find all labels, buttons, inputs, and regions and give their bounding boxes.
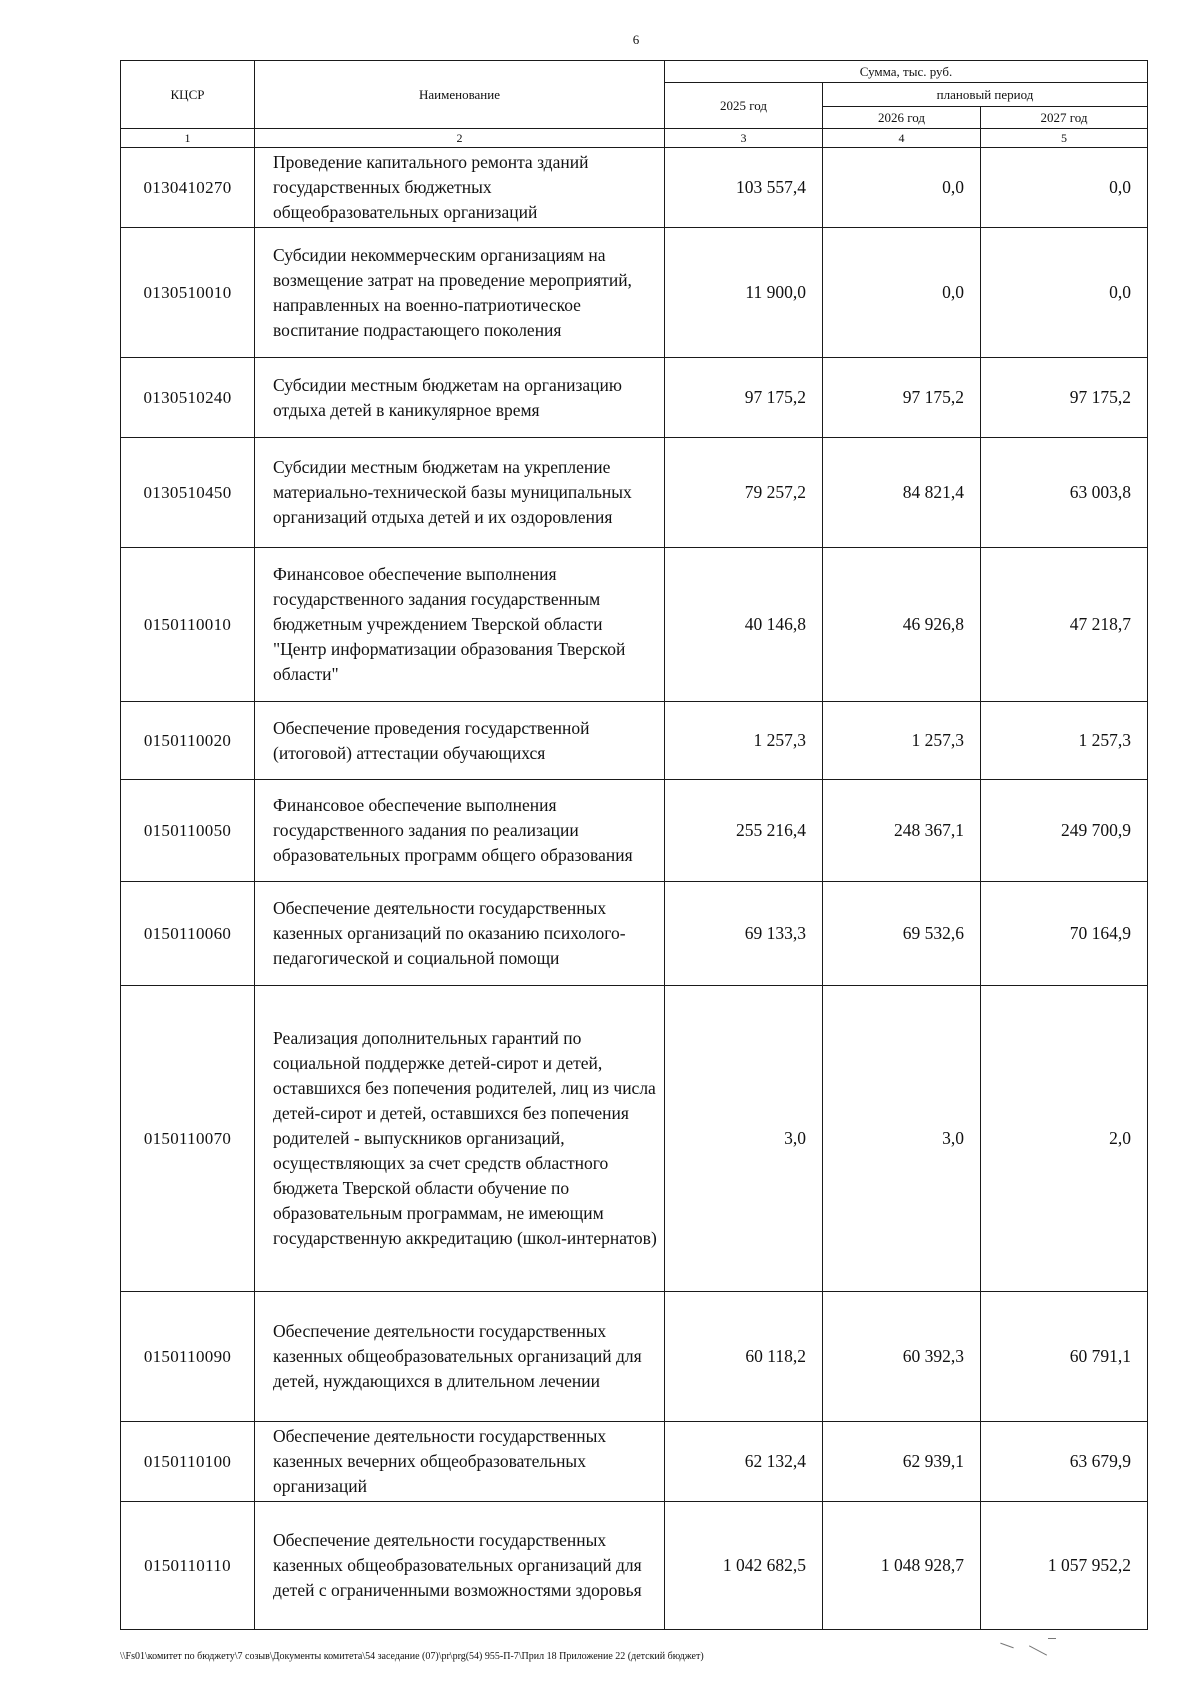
amount-2025: 255 216,4 — [665, 780, 823, 882]
item-name: Проведение капитального ремонта зданий государственных бюджетных общеобразовательных организаций — [255, 148, 665, 228]
amount-2025: 79 257,2 — [665, 438, 823, 548]
page-number: 6 — [632, 32, 640, 47]
header-num-3: 3 — [665, 129, 823, 148]
amount-2026: 69 532,6 — [823, 882, 981, 986]
kcsr-code: 0150110070 — [121, 986, 255, 1292]
header-num-1: 1 — [121, 129, 255, 148]
table-row — [121, 358, 1148, 438]
amount-2027: 0,0 — [981, 228, 1148, 358]
item-name: Обеспечение деятельности государственных казенных общеобразовательных организаций для детей с ограниченными возможностями здоровья — [255, 1502, 665, 1630]
amount-2027: 63 003,8 — [981, 438, 1148, 548]
amount-2026: 1 048 928,7 — [823, 1502, 981, 1630]
footer-file-path: \\Fs01\комитет по бюджету\7 созыв\Документы комитета\54 заседание (07)\pr\prg(54) 955-П-7\Прил 18 Приложение 22 (детский бюджет) — [120, 1651, 704, 1662]
header-name: Наименование — [255, 61, 665, 129]
amount-2026: 84 821,4 — [823, 438, 981, 548]
item-name: Финансовое обеспечение выполнения государственного задания государственным бюджетным учреждением Тверской области "Центр информатизации образования Тверской области" — [255, 548, 665, 702]
item-name: Реализация дополнительных гарантий по социальной поддержке детей-сирот и детей, оставшихся без попечения родителей, лиц из числа детей-сирот и детей, оставшихся без попечения родителей - выпускников организаций, осуществляющих за счет средств областного бюджета Тверской области обучение по образовательным программам, не имеющим государственную аккредитацию (школ-интернатов) — [255, 986, 665, 1292]
item-name: Субсидии местным бюджетам на укрепление материально-технической базы муниципальных организаций отдыха детей и их оздоровления — [255, 438, 665, 548]
amount-2025: 1 257,3 — [665, 702, 823, 780]
scan-artifact — [1029, 1645, 1047, 1655]
header-planned-period: плановый период — [823, 83, 1148, 107]
table-row — [121, 1292, 1148, 1422]
table-header — [121, 61, 1148, 148]
item-name: Обеспечение деятельности государственных казенных организаций по оказанию психолого-педагогической и социальной помощи — [255, 882, 665, 986]
table-row — [121, 148, 1148, 228]
amount-2027: 97 175,2 — [981, 358, 1148, 438]
amount-2027: 1 257,3 — [981, 702, 1148, 780]
table-row — [121, 882, 1148, 986]
kcsr-code: 0130410270 — [121, 148, 255, 228]
amount-2027: 1 057 952,2 — [981, 1502, 1148, 1630]
table-row — [121, 548, 1148, 702]
kcsr-code: 0130510010 — [121, 228, 255, 358]
amount-2025: 62 132,4 — [665, 1422, 823, 1502]
table-row — [121, 1502, 1148, 1630]
amount-2025: 1 042 682,5 — [665, 1502, 823, 1630]
amount-2026: 248 367,1 — [823, 780, 981, 882]
amount-2026: 3,0 — [823, 986, 981, 1292]
table-row — [121, 780, 1148, 882]
budget-table — [120, 60, 1148, 1630]
table-row — [121, 1422, 1148, 1502]
item-name: Субсидии некоммерческим организациям на возмещение затрат на проведение мероприятий, направленных на военно-патриотическое воспитание подрастающего поколения — [255, 228, 665, 358]
kcsr-code: 0150110020 — [121, 702, 255, 780]
amount-2027: 70 164,9 — [981, 882, 1148, 986]
kcsr-code: 0150110100 — [121, 1422, 255, 1502]
item-name: Финансовое обеспечение выполнения государственного задания по реализации образовательных программ общего образования — [255, 780, 665, 882]
amount-2027: 2,0 — [981, 986, 1148, 1292]
kcsr-code: 0130510240 — [121, 358, 255, 438]
table-row — [121, 438, 1148, 548]
amount-2026: 0,0 — [823, 228, 981, 358]
amount-2025: 97 175,2 — [665, 358, 823, 438]
amount-2027: 63 679,9 — [981, 1422, 1148, 1502]
amount-2026: 62 939,1 — [823, 1422, 981, 1502]
amount-2026: 60 392,3 — [823, 1292, 981, 1422]
amount-2027: 47 218,7 — [981, 548, 1148, 702]
kcsr-code: 0150110050 — [121, 780, 255, 882]
scan-artifact — [1048, 1638, 1056, 1639]
item-name: Обеспечение деятельности государственных казенных общеобразовательных организаций для детей, нуждающихся в длительном лечении — [255, 1292, 665, 1422]
item-name: Обеспечение деятельности государственных казенных вечерних общеобразовательных организаций — [255, 1422, 665, 1502]
amount-2026: 97 175,2 — [823, 358, 981, 438]
header-num-2: 2 — [255, 129, 665, 148]
header-num-4: 4 — [823, 129, 981, 148]
kcsr-code: 0130510450 — [121, 438, 255, 548]
table-row — [121, 702, 1148, 780]
header-num-5: 5 — [981, 129, 1148, 148]
header-code: КЦСР — [121, 61, 255, 129]
amount-2025: 60 118,2 — [665, 1292, 823, 1422]
scan-artifact — [1000, 1643, 1013, 1649]
amount-2027: 0,0 — [981, 148, 1148, 228]
table-body — [121, 148, 1148, 1630]
amount-2025: 69 133,3 — [665, 882, 823, 986]
item-name: Субсидии местным бюджетам на организацию отдыха детей в каникулярное время — [255, 358, 665, 438]
kcsr-code: 0150110010 — [121, 548, 255, 702]
header-2027: 2027 год — [981, 107, 1148, 129]
amount-2025: 3,0 — [665, 986, 823, 1292]
amount-2027: 60 791,1 — [981, 1292, 1148, 1422]
header-2025: 2025 год — [665, 83, 823, 129]
kcsr-code: 0150110110 — [121, 1502, 255, 1630]
table-row — [121, 986, 1148, 1292]
amount-2026: 46 926,8 — [823, 548, 981, 702]
amount-2026: 1 257,3 — [823, 702, 981, 780]
kcsr-code: 0150110090 — [121, 1292, 255, 1422]
amount-2026: 0,0 — [823, 148, 981, 228]
item-name: Обеспечение проведения государственной (итоговой) аттестации обучающихся — [255, 702, 665, 780]
header-2026: 2026 год — [823, 107, 981, 129]
amount-2025: 11 900,0 — [665, 228, 823, 358]
kcsr-code: 0150110060 — [121, 882, 255, 986]
amount-2025: 40 146,8 — [665, 548, 823, 702]
table-row — [121, 228, 1148, 358]
header-sum: Сумма, тыс. руб. — [665, 61, 1148, 83]
amount-2027: 249 700,9 — [981, 780, 1148, 882]
amount-2025: 103 557,4 — [665, 148, 823, 228]
